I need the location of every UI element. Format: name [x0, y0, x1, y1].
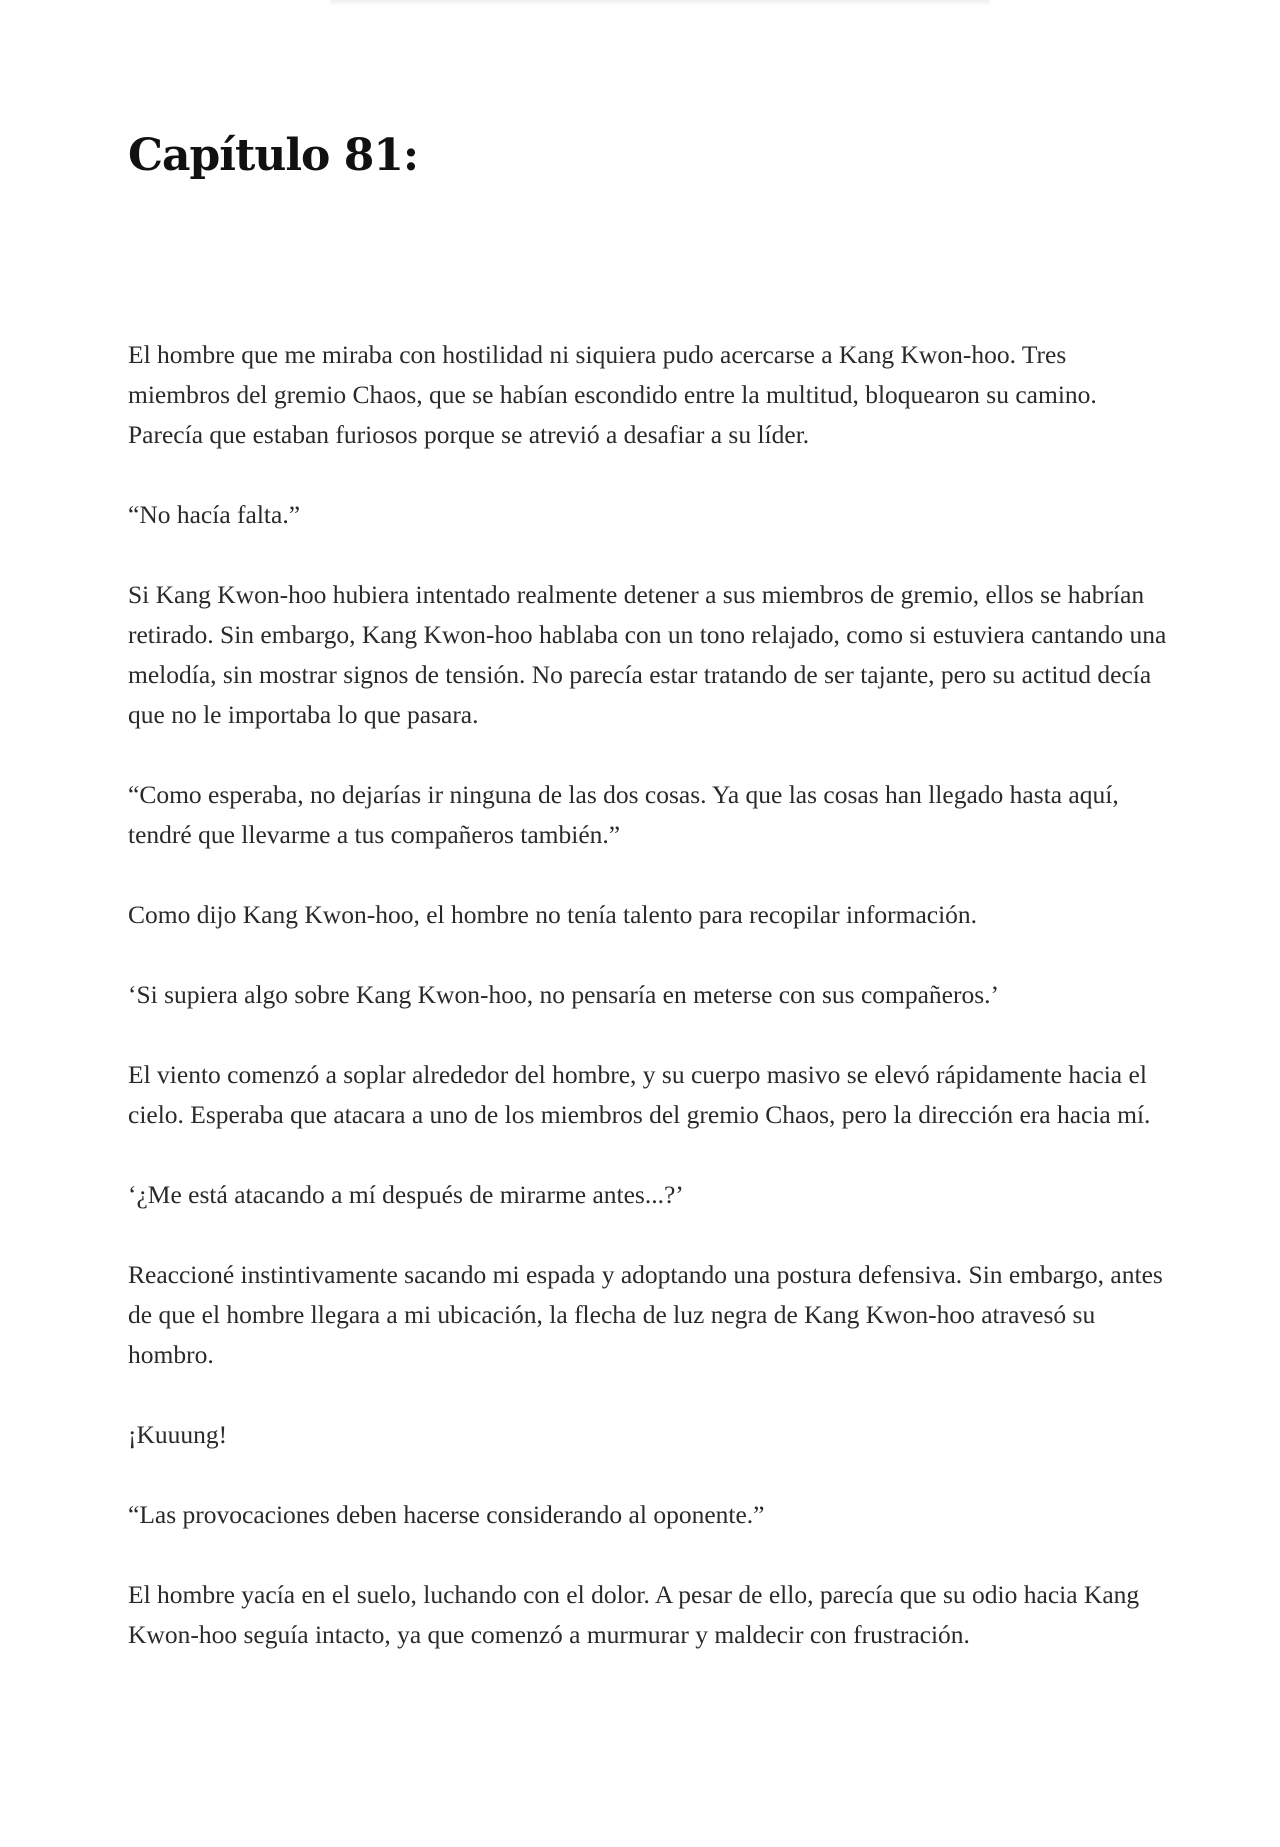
- paragraph: “Las provocaciones deben hacerse considerando al oponente.”: [128, 1500, 765, 1529]
- paragraph: El hombre que me miraba con hostilidad ni siquiera pudo acercarse a Kang Kwon-hoo. Tres miembros del gremio Chaos, que se habían escondido entre la multitud, bloquearon su camino. Parecía que estaban furiosos porque se atrevió a desafiar a su líder.: [128, 340, 1097, 449]
- paragraph: ¡Kuuung!: [128, 1420, 228, 1449]
- paragraph: El viento comenzó a soplar alrededor del hombre, y su cuerpo masivo se elevó rápidamente hacia el cielo. Esperaba que atacara a uno de los miembros del gremio Chaos, pero la dirección era hacia mí.: [128, 1060, 1151, 1129]
- paragraph: Reaccioné instintivamente sacando mi espada y adoptando una postura defensiva. Sin embargo, antes de que el hombre llegara a mi ubicación, la flecha de luz negra de Kang Kwon-hoo atravesó su hombro.: [128, 1260, 1163, 1369]
- paragraph: Como dijo Kang Kwon-hoo, el hombre no tenía talento para recopilar información.: [128, 900, 978, 929]
- chapter-body: [128, 335, 1168, 1695]
- paragraph: El hombre yacía en el suelo, luchando con el dolor. A pesar de ello, parecía que su odio hacia Kang Kwon-hoo seguía intacto, ya que comenzó a murmurar y maldecir con frustración.: [128, 1580, 1140, 1649]
- paragraph: ‘Si supiera algo sobre Kang Kwon-hoo, no pensaría en meterse con sus compañeros.’: [128, 980, 1000, 1009]
- paragraph: “Como esperaba, no dejarías ir ninguna de las dos cosas. Ya que las cosas han llegado hasta aquí, tendré que llevarme a tus compañeros también.”: [128, 780, 1119, 849]
- paragraph: ‘¿Me está atacando a mí después de mirarme antes...?’: [128, 1180, 684, 1209]
- paragraph: Si Kang Kwon-hoo hubiera intentado realmente detener a sus miembros de gremio, ellos se habrían retirado. Sin embargo, Kang Kwon-hoo hablaba con un tono relajado, como si estuviera cantando una melodía, sin mostrar signos de tensión. No parecía estar tratando de ser tajante, pero su actitud decía que no le importaba lo que pasara.: [128, 580, 1167, 729]
- top-edge-shadow: [330, 0, 990, 6]
- chapter-title: Capítulo 81:: [128, 130, 419, 181]
- paragraph: “No hacía falta.”: [128, 500, 301, 529]
